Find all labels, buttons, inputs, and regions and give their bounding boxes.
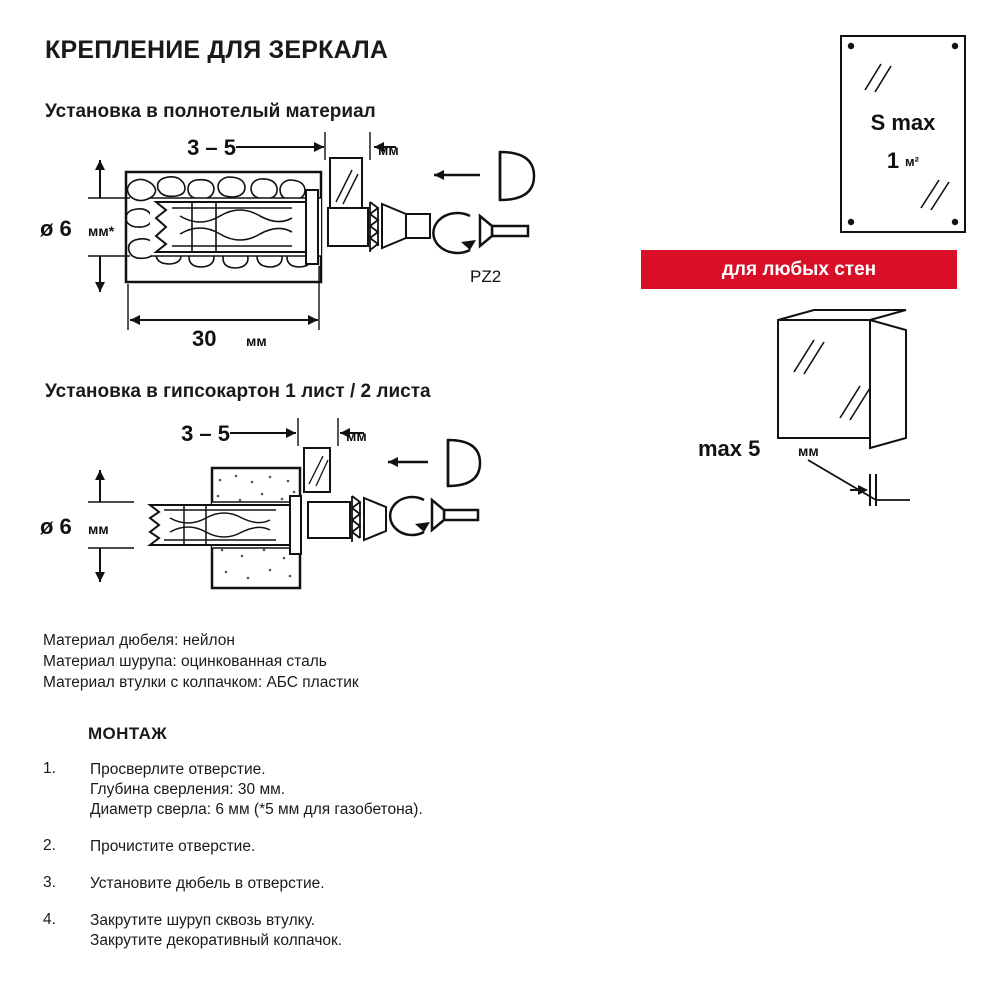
page-title: КРЕПЛЕНИЕ ДЛЯ ЗЕРКАЛА bbox=[45, 36, 389, 64]
mirror-area-label: S max bbox=[870, 110, 936, 135]
thickness-unit: мм bbox=[798, 443, 819, 459]
section-heading-solid: Установка в полнотелый материал bbox=[45, 101, 376, 122]
step-line: Закрутите шуруп сквозь втулку. bbox=[90, 912, 316, 929]
mirror-area-value: 1 bbox=[886, 148, 900, 173]
step-line: Диаметр сверла: 6 мм (*5 мм для газобетона). bbox=[90, 801, 423, 818]
material-line: Материал втулки с колпачком: АБС пластик bbox=[43, 674, 359, 691]
step-line: Прочистите отверстие. bbox=[90, 838, 256, 855]
gap-unit-drywall: мм bbox=[346, 428, 367, 444]
step-text bbox=[90, 911, 342, 951]
step-line: Установите дюбель в отверстие. bbox=[90, 875, 325, 892]
step-text bbox=[90, 837, 255, 857]
list-item bbox=[43, 874, 563, 894]
driver-label: PZ2 bbox=[470, 267, 502, 286]
diagram-drywall bbox=[40, 410, 560, 610]
depth-unit-solid: мм bbox=[246, 333, 267, 349]
diameter-unit-solid: мм* bbox=[88, 223, 115, 239]
gap-value-solid: 3 – 5 bbox=[187, 135, 236, 160]
diagram-mirror-thickness bbox=[690, 310, 960, 510]
diameter-value-drywall: ø 6 bbox=[40, 514, 72, 539]
list-item bbox=[43, 837, 563, 857]
banner-label: для любых стен bbox=[721, 258, 877, 280]
step-line: Просверлите отверстие. bbox=[90, 761, 266, 778]
step-number: 4. bbox=[43, 911, 56, 928]
depth-value-solid: 30 bbox=[192, 326, 217, 351]
step-number: 1. bbox=[43, 760, 56, 777]
step-line: Закрутите декоративный колпачок. bbox=[90, 932, 343, 949]
list-item bbox=[43, 911, 563, 951]
materials-list bbox=[43, 630, 359, 693]
material-line: Материал дюбеля: нейлон bbox=[43, 632, 235, 649]
mount-steps bbox=[43, 760, 563, 968]
step-number: 2. bbox=[43, 837, 56, 854]
diagram-solid-material bbox=[40, 130, 600, 380]
gap-value-drywall: 3 – 5 bbox=[181, 421, 230, 446]
status-badge bbox=[641, 250, 957, 289]
thickness-value: max 5 bbox=[698, 436, 761, 461]
step-number: 3. bbox=[43, 874, 56, 891]
material-line: Материал шурупа: оцинкованная сталь bbox=[43, 653, 327, 670]
step-text bbox=[90, 760, 423, 820]
diagram-mirror-area bbox=[835, 30, 985, 240]
diameter-unit-drywall: мм bbox=[88, 521, 109, 537]
step-text bbox=[90, 874, 325, 894]
mount-heading: МОНТАЖ bbox=[88, 724, 168, 743]
step-line: Глубина сверления: 30 мм. bbox=[90, 781, 286, 798]
section-heading-drywall: Установка в гипсокартон 1 лист / 2 листа bbox=[45, 381, 431, 402]
mirror-area-unit: м² bbox=[905, 154, 919, 169]
list-item bbox=[43, 760, 563, 820]
gap-unit-solid: мм bbox=[378, 142, 399, 158]
diameter-value-solid: ø 6 bbox=[40, 216, 72, 241]
